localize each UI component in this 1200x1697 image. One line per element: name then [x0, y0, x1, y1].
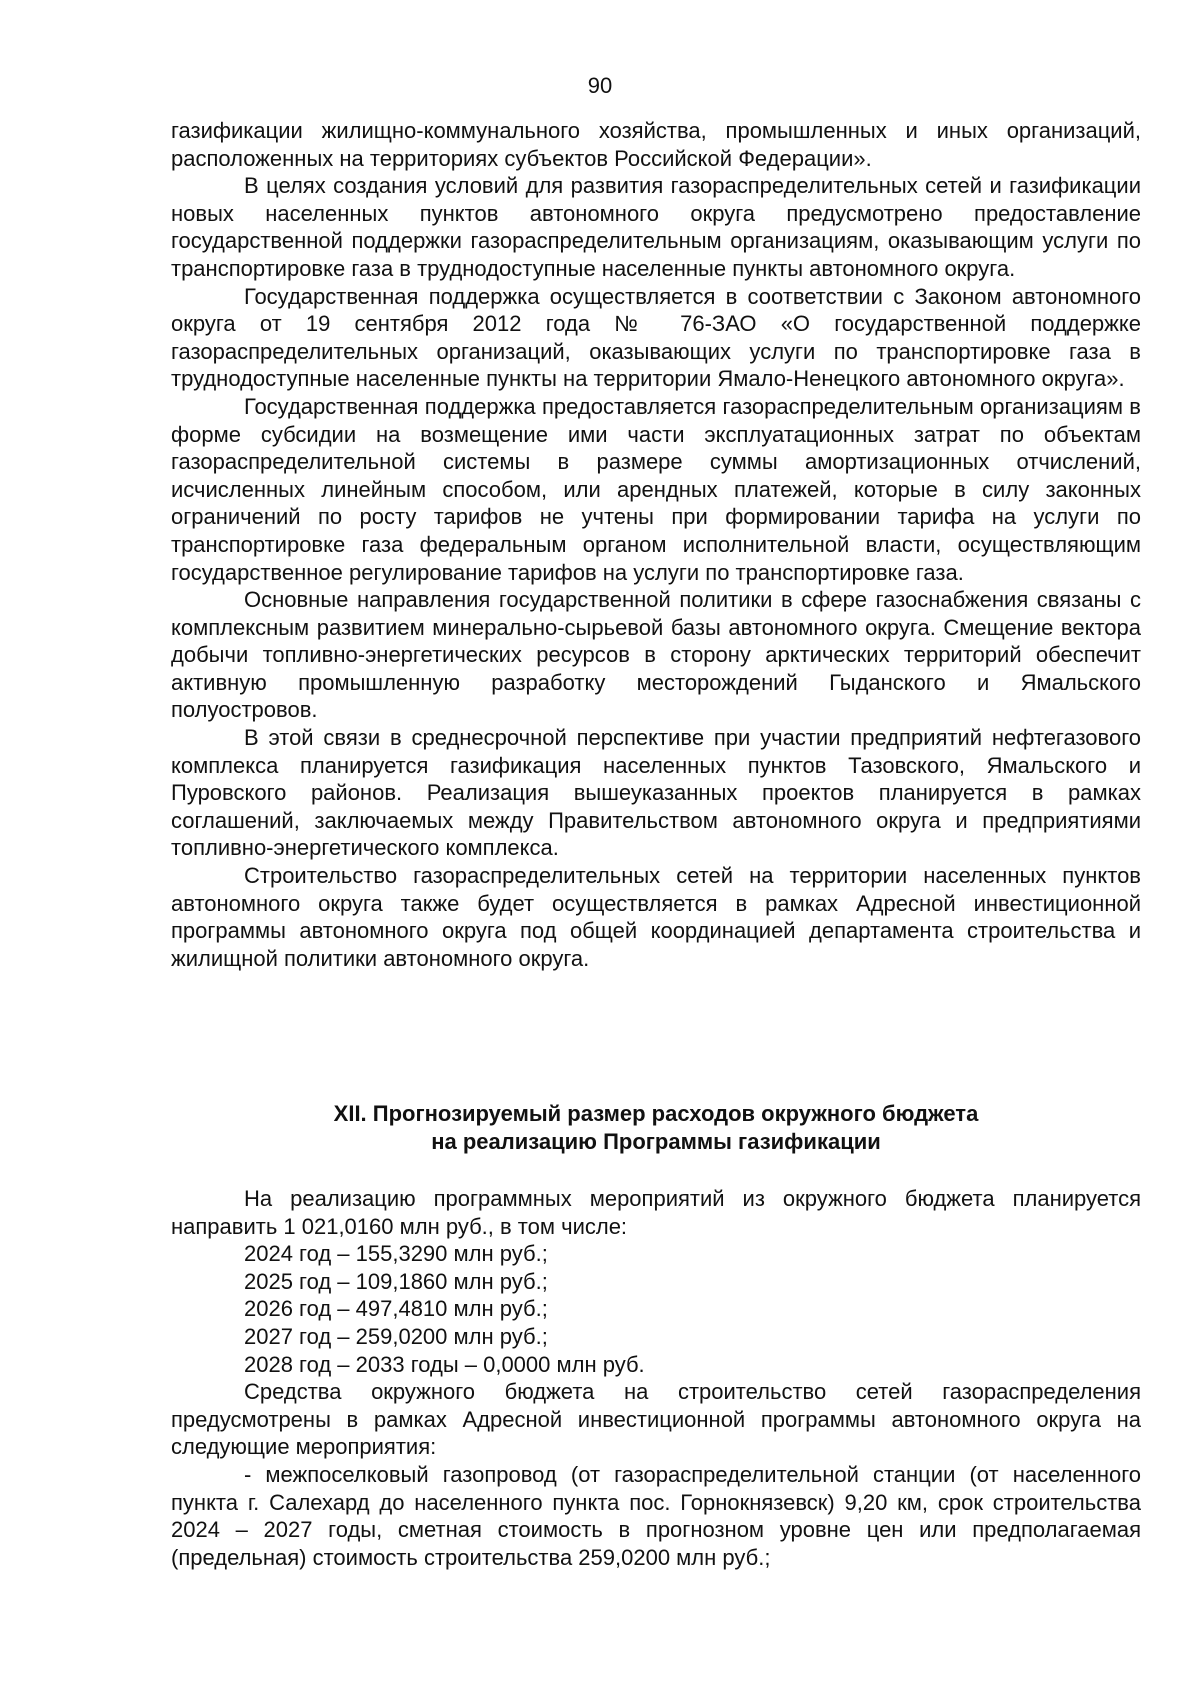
body-text-top [171, 117, 1141, 972]
budget-year-item: 2027 год – 259,0200 млн руб.; [244, 1323, 548, 1349]
section-heading [171, 1100, 1141, 1156]
budget-year-item: 2028 год – 2033 годы – 0,0000 млн руб. [244, 1351, 645, 1377]
section-heading-line-1: XII. Прогнозируемый размер расходов окружного бюджета [333, 1101, 979, 1126]
budget-year-item: 2025 год – 109,1860 млн руб.; [244, 1268, 548, 1294]
section-heading-line-2: на реализацию Программы газификации [431, 1129, 881, 1154]
paragraph: газификации жилищно-коммунального хозяйства, промышленных и иных организаций, расположенных на территориях субъектов Российской Федерации». [171, 118, 1141, 171]
budget-year-item: 2026 год – 497,4810 млн руб.; [244, 1296, 548, 1322]
paragraph: Государственная поддержка предоставляется газораспределительным организациям в форме субсидии на возмещение ими части эксплуатационных затрат по объектам газораспределительной системы в размере суммы амортизационных отчислений, исчисленных линейным способом, или арендных платежей, которые в силу законных ограничений по росту тарифов не учтены при формировании тарифа на услуги по транспортировке газа федеральным органом исполнительной власти, осуществляющим государственное регулирование тарифов на услуги по транспортировке газа. [171, 393, 1141, 585]
budget-year-item: 2024 год – 155,3290 млн руб.; [244, 1241, 548, 1267]
paragraph: Средства окружного бюджета на строительство сетей газораспределения предусмотрены в рамках Адресной инвестиционной программы автономного округа на следующие мероприятия: [171, 1379, 1141, 1460]
paragraph: В целях создания условий для развития газораспределительных сетей и газификации новых населенных пунктов автономного округа предусмотрено предоставление государственной поддержки газораспределительным организациям, оказывающим услуги по транспортировке газа в труднодоступные населенные пункты автономного округа. [171, 173, 1141, 281]
paragraph: Строительство газораспределительных сетей на территории населенных пунктов автономного округа также будет осуществляется в рамках Адресной инвестиционной программы автономного округа под общей координацией департамента строительства и жилищной политики автономного округа. [171, 863, 1141, 971]
paragraph: В этой связи в среднесрочной перспективе при участии предприятий нефтегазового комплекса планируется газификация населенных пунктов Тазовского, Ямальского и Пуровского районов. Реализация вышеуказанных проектов планируется в рамках соглашений, заключаемых между Правительством автономного округа и предприятиями топливно-энергетического комплекса. [171, 725, 1141, 861]
paragraph: Основные направления государственной политики в сфере газоснабжения связаны с комплексным развитием минерально-сырьевой базы автономного округа. Смещение вектора добычи топливно-энергетических ресурсов в сторону арктических территорий обеспечит активную промышленную разработку месторождений Гыданского и Ямальского полуостровов. [171, 587, 1141, 723]
list-item: - межпоселковый газопровод (от газораспределительной станции (от населенного пункта г. Салехард до населенного пункта пос. Горнокнязевск) 9,20 км, срок строительства 2024 – 2027 годы, сметная стоимость в прогнозном уровне цен или предполагаемая (предельная) стоимость строительства 259,0200 млн руб.; [171, 1461, 1141, 1570]
budget-intro: На реализацию программных мероприятий из окружного бюджета планируется направить 1 021,0160 млн руб., в том числе: [171, 1186, 1141, 1239]
page-number: 90 [587, 73, 613, 98]
paragraph: Государственная поддержка осуществляется в соответствии с Законом автономного округа от 19 сентября 2012 года № 76-ЗАО «О государственной поддержке газораспределительных организаций, оказывающих услуги по транспортировке газа в труднодоступные населенные пункты на территории Ямало-Ненецкого автономного округа». [171, 283, 1141, 392]
body-text-budget [171, 1185, 1141, 1571]
